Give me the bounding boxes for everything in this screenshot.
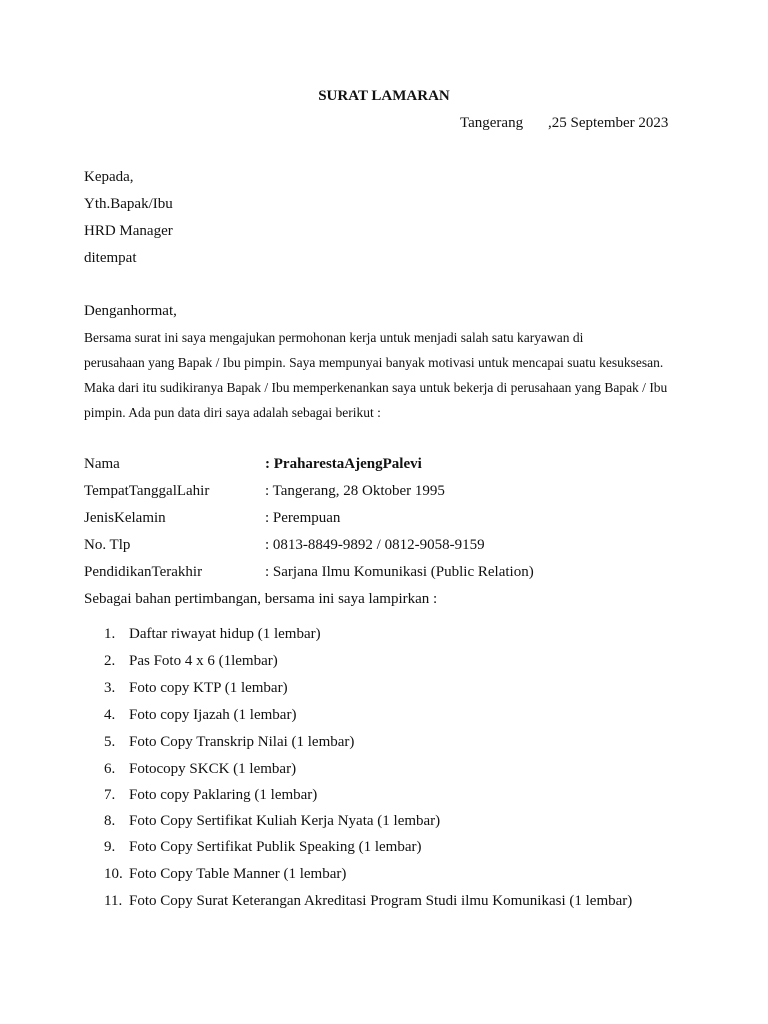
data-value-education: : Sarjana Ilmu Komunikasi (Public Relation) (265, 564, 534, 580)
list-item: Foto copy Ijazah (1 lembar) (129, 707, 297, 723)
recipient-line: ditempat (84, 250, 137, 266)
letter-date: ,25 September 2023 (548, 115, 669, 131)
recipient-line: Kepada, (84, 169, 134, 185)
list-item: Pas Foto 4 x 6 (1lembar) (129, 653, 278, 669)
list-item: Foto Copy Sertifikat Kuliah Kerja Nyata (1 lembar) (129, 813, 441, 829)
list-item: Daftar riwayat hidup (1 lembar) (129, 626, 321, 642)
list-item: Foto Copy Sertifikat Publik Speaking (1 lembar) (129, 839, 422, 855)
data-value-gender: : Perempuan (265, 510, 341, 526)
list-item-number: 10. (104, 866, 123, 882)
list-item-number: 5. (104, 734, 116, 750)
intro-line: Bersama surat ini saya mengajukan permohonan kerja untuk menjadi salah satu karyawan di (84, 330, 584, 345)
list-item-number: 6. (104, 761, 116, 777)
list-item-number: 8. (104, 813, 116, 829)
intro-line: Maka dari itu sudikiranya Bapak / Ibu memperkenankan saya untuk bekerja di perusahaan yang Bapak / Ibu (84, 380, 668, 395)
data-label-gender: JenisKelamin (84, 510, 166, 526)
intro-line: pimpin. Ada pun data diri saya adalah sebagai berikut : (84, 405, 381, 420)
data-label-birth: TempatTanggalLahir (84, 483, 210, 499)
list-item: Fotocopy SKCK (1 lembar) (129, 761, 297, 777)
data-value-name: : PraharestaAjengPalevi (265, 456, 422, 472)
data-label-phone: No. Tlp (84, 537, 131, 553)
data-label-education: PendidikanTerakhir (84, 564, 203, 580)
list-item: Foto Copy Surat Keterangan Akreditasi Program Studi ilmu Komunikasi (1 lembar) (129, 893, 633, 909)
list-item-number: 3. (104, 680, 116, 696)
letter-place: Tangerang (460, 115, 524, 131)
recipient-line: Yth.Bapak/Ibu (84, 196, 173, 212)
data-label-name: Nama (84, 456, 120, 472)
list-item-number: 4. (104, 707, 116, 723)
greeting: Denganhormat, (84, 303, 177, 319)
list-item-number: 7. (104, 787, 116, 803)
intro-line: perusahaan yang Bapak / Ibu pimpin. Saya mempunyai banyak motivasi untuk mencapai suatu kesuksesan. (84, 355, 664, 370)
data-value-phone: : 0813-8849-9892 / 0812-9058-9159 (265, 537, 485, 553)
letter-title: SURAT LAMARAN (318, 88, 450, 104)
list-item-number: 1. (104, 626, 116, 642)
list-item: Foto copy KTP (1 lembar) (129, 680, 288, 696)
list-item-number: 9. (104, 839, 116, 855)
list-item: Foto Copy Table Manner (1 lembar) (129, 866, 347, 882)
attachments-intro: Sebagai bahan pertimbangan, bersama ini saya lampirkan : (84, 591, 438, 607)
recipient-line: HRD Manager (84, 223, 173, 239)
data-value-birth: : Tangerang, 28 Oktober 1995 (265, 483, 445, 499)
list-item-number: 2. (104, 653, 116, 669)
list-item-number: 11. (104, 893, 123, 909)
list-item: Foto Copy Transkrip Nilai (1 lembar) (129, 734, 355, 750)
list-item: Foto copy Paklaring (1 lembar) (129, 787, 318, 803)
